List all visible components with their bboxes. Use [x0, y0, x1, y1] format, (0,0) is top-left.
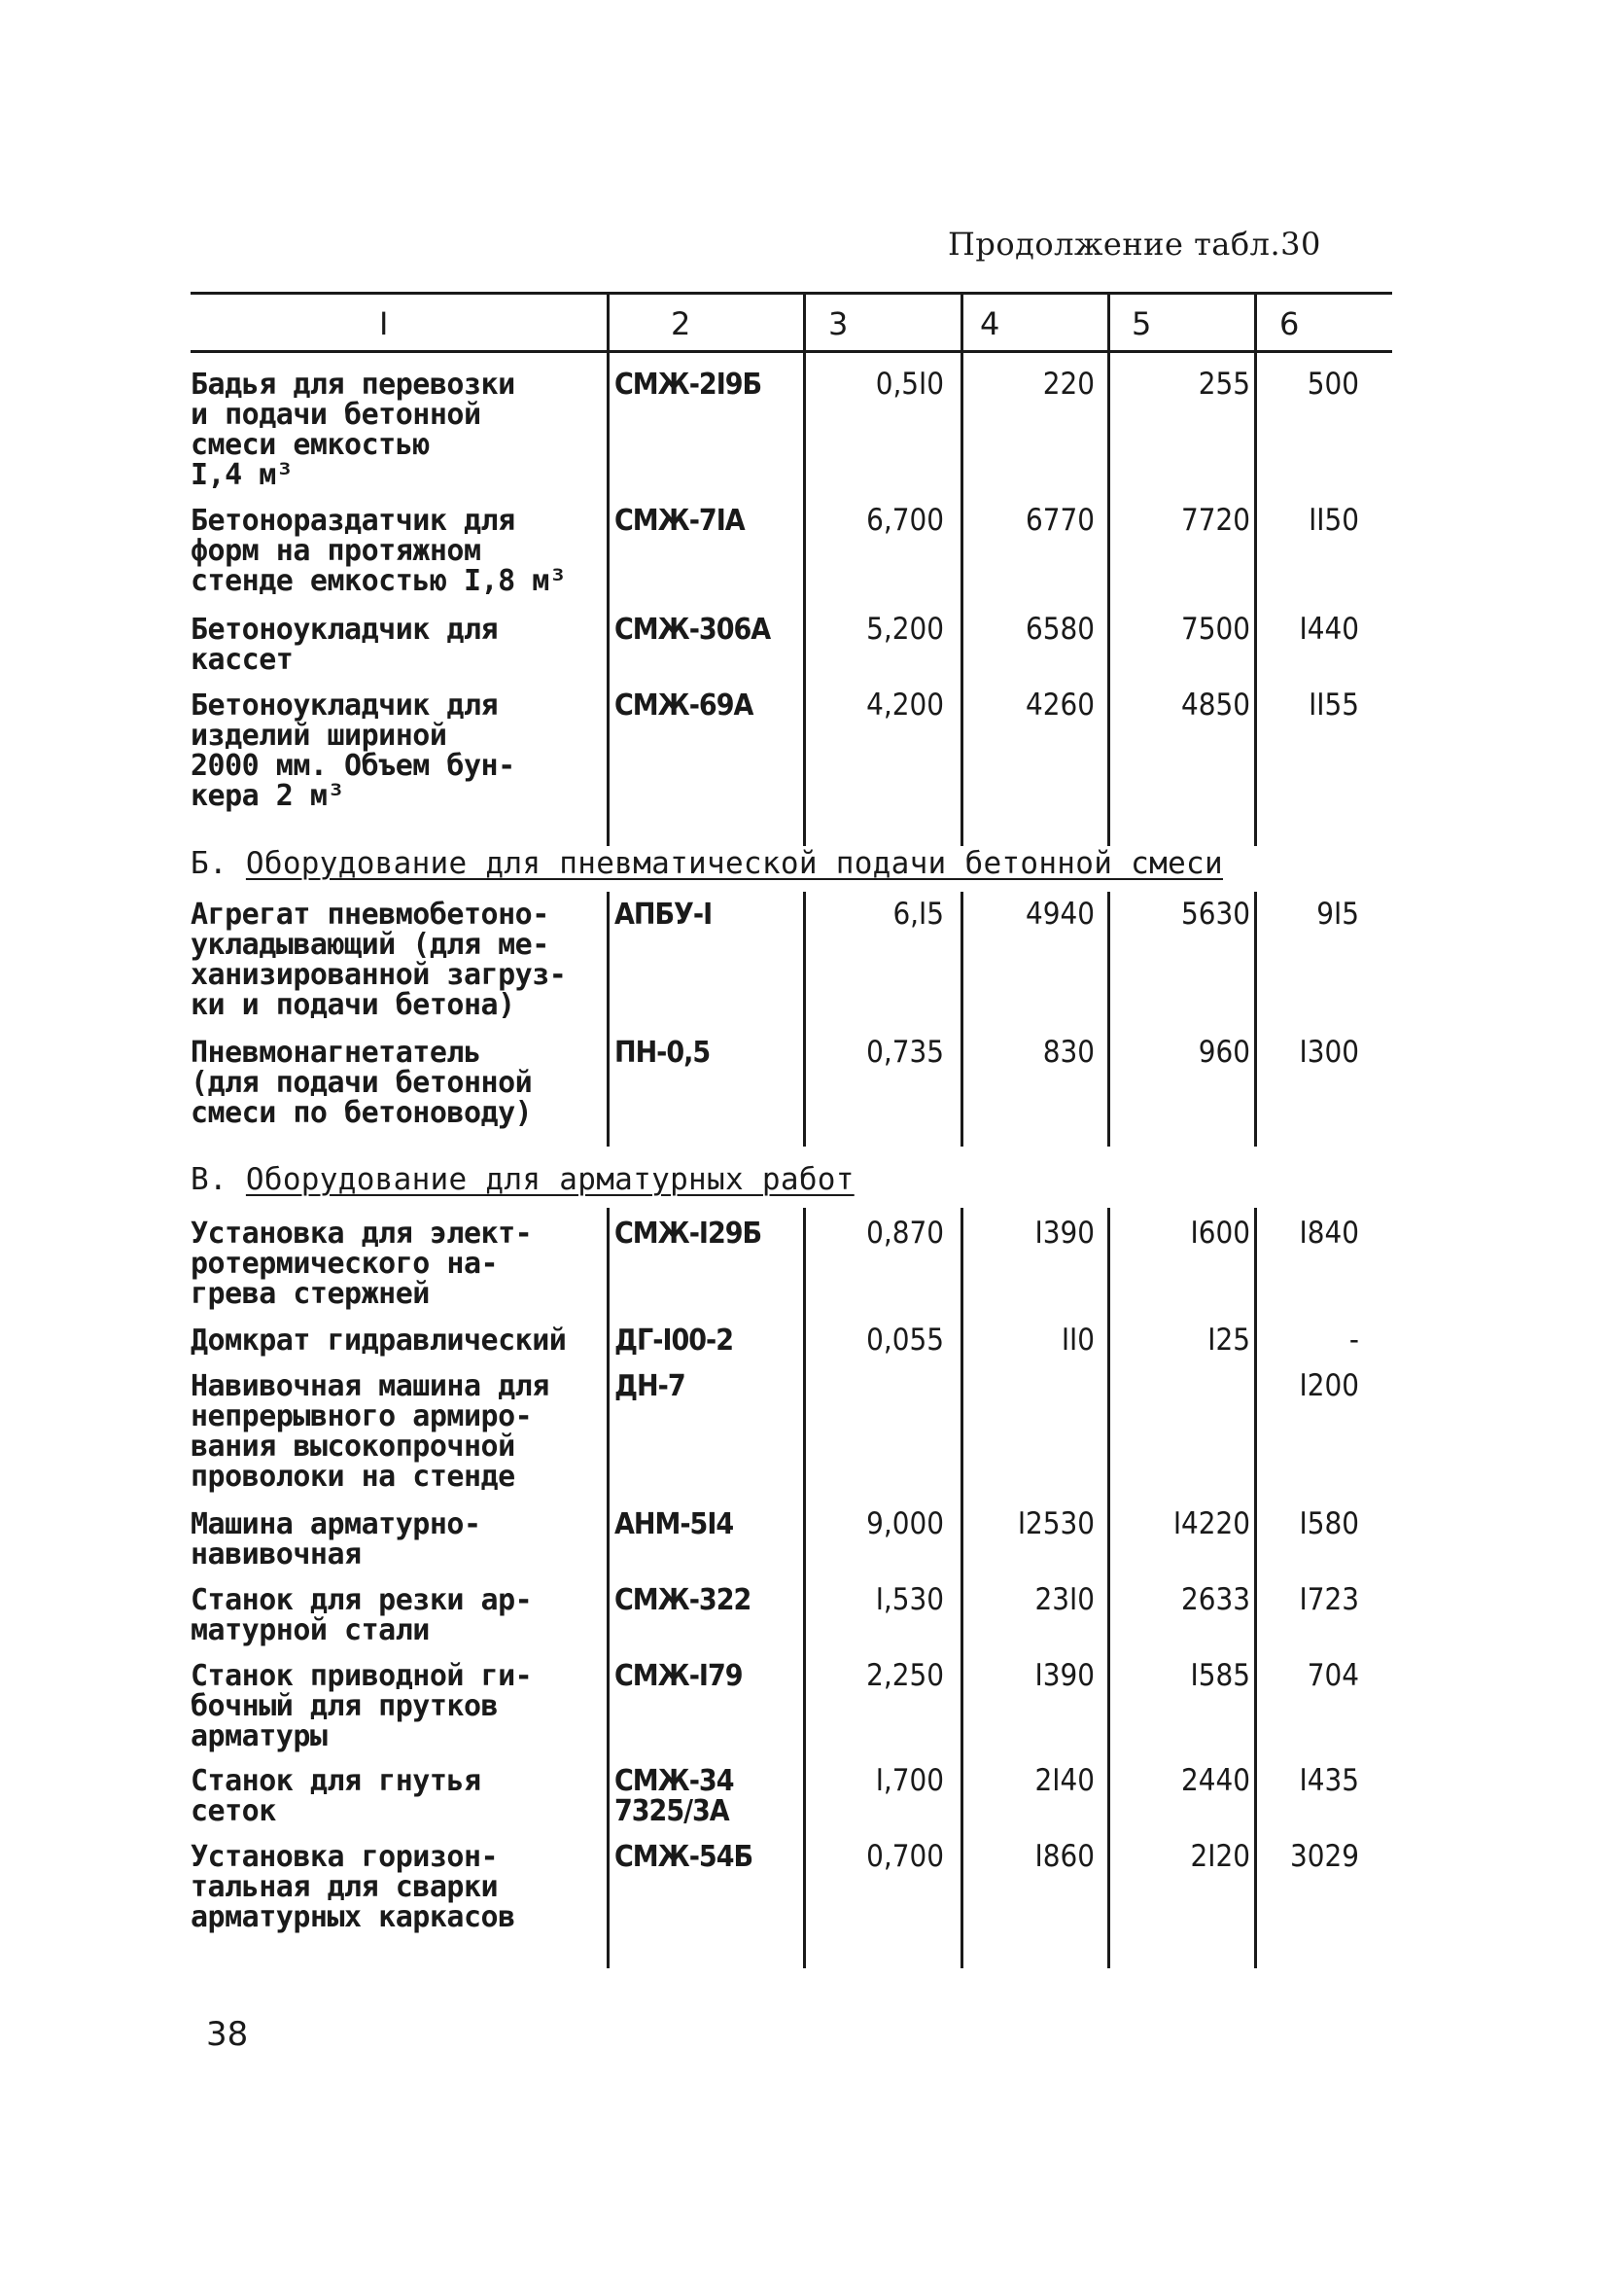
section-letter: Б.: [191, 846, 227, 881]
value-col-6: I300: [1299, 1035, 1359, 1070]
value-col-4: II0: [1061, 1323, 1095, 1358]
value-col-4: I390: [1034, 1658, 1095, 1693]
column-header-3: 3: [828, 305, 849, 342]
value-col-6: 3029: [1290, 1839, 1359, 1874]
block-b-divider-1: [607, 892, 610, 1147]
value-col-5: 7500: [1181, 612, 1250, 647]
value-col-3: 6,700: [866, 503, 944, 538]
equipment-name: Станок приводной ги- бочный для прутков арматуры: [191, 1659, 533, 1753]
equipment-name: Установка для элект- ротермического на- грева стержней: [191, 1217, 533, 1311]
section-heading-b: [191, 846, 1223, 881]
equipment-name: Установка горизон- тальная для сварки арматурных каркасов: [191, 1840, 515, 1934]
equipment-model: СМЖ-2I9Б: [614, 368, 762, 402]
value-col-6: -: [1348, 1323, 1359, 1358]
block-a-divider-3: [961, 350, 963, 846]
value-col-6: 704: [1307, 1658, 1359, 1693]
equipment-name: Машина арматурно- навивочная: [191, 1507, 481, 1572]
value-col-6: II50: [1309, 503, 1359, 538]
block-a-divider-5: [1254, 350, 1257, 846]
value-col-3: 2,250: [866, 1658, 944, 1693]
value-col-6: I580: [1299, 1506, 1359, 1541]
value-col-4: I390: [1034, 1216, 1095, 1251]
value-col-6: I200: [1299, 1368, 1359, 1403]
value-col-4: 2I40: [1034, 1763, 1095, 1798]
value-col-5: 4850: [1181, 688, 1250, 723]
value-col-4: I2530: [1017, 1506, 1095, 1541]
value-col-5: 255: [1198, 367, 1250, 402]
value-col-4: 4260: [1026, 688, 1095, 723]
value-col-5: I4220: [1172, 1506, 1250, 1541]
header-divider-5: [1254, 292, 1257, 350]
value-col-5: 5630: [1181, 897, 1250, 932]
value-col-5: 2633: [1181, 1582, 1250, 1617]
value-col-5: 7720: [1181, 503, 1250, 538]
equipment-name: Станок для резки ар- матурной стали: [191, 1583, 533, 1647]
block-b-divider-5: [1254, 892, 1257, 1147]
value-col-4: 830: [1042, 1035, 1095, 1070]
equipment-model: СМЖ-7IА: [614, 504, 745, 538]
equipment-name: Навивочная машина для непрерывного армиро- вания высокопрочной проволоки на стенде: [191, 1369, 549, 1494]
page-number: 38: [206, 2015, 249, 2054]
header-divider-3: [961, 292, 963, 350]
column-header-5: 5: [1132, 305, 1152, 342]
value-col-6: II55: [1309, 688, 1359, 723]
value-col-3: 5,200: [866, 612, 944, 647]
equipment-model: СМЖ-69А: [614, 689, 753, 723]
block-c-divider-5: [1254, 1208, 1257, 1968]
equipment-model: СМЖ-54Б: [614, 1840, 753, 1874]
column-header-1: I: [379, 305, 389, 342]
value-col-4: 6770: [1026, 503, 1095, 538]
equipment-name: Бетоноукладчик для изделий шириной 2000 мм. Объем бун- кера 2 м³: [191, 689, 515, 813]
equipment-model: СМЖ-I29Б: [614, 1217, 762, 1251]
value-col-6: 500: [1307, 367, 1359, 402]
value-col-5: I25: [1207, 1323, 1250, 1358]
table-caption: Продолжение табл.30: [948, 226, 1321, 263]
equipment-model: ПН-0,5: [614, 1036, 711, 1070]
equipment-table: [191, 292, 1392, 1984]
equipment-model: СМЖ-306А: [614, 613, 771, 647]
section-letter: В.: [191, 1162, 227, 1197]
block-a-divider-1: [607, 350, 610, 846]
block-a-divider-2: [803, 350, 806, 846]
table-top-rule: [191, 292, 1392, 295]
value-col-4: 4940: [1026, 897, 1095, 932]
equipment-model: ДГ-I00-2: [614, 1324, 734, 1358]
value-col-3: I,700: [875, 1763, 944, 1798]
value-col-6: 9I5: [1316, 897, 1359, 932]
value-col-3: 0,700: [866, 1839, 944, 1874]
section-title: Оборудование для пневматической подачи бетонной смеси: [245, 846, 1223, 881]
block-a-divider-4: [1107, 350, 1110, 846]
block-b-divider-4: [1107, 892, 1110, 1147]
header-divider-4: [1107, 292, 1110, 350]
value-col-3: I,530: [875, 1582, 944, 1617]
header-divider-2: [803, 292, 806, 350]
value-col-3: 9,000: [866, 1506, 944, 1541]
block-b-divider-2: [803, 892, 806, 1147]
value-col-3: 4,200: [866, 688, 944, 723]
equipment-name: Домкрат гидравлический: [191, 1324, 567, 1358]
value-col-5: 2I20: [1190, 1839, 1250, 1874]
value-col-4: I860: [1034, 1839, 1095, 1874]
equipment-name: Бадья для перевозки и подачи бетонной смеси емкостью I,4 м³: [191, 368, 515, 492]
equipment-name: Бетоноукладчик для кассет: [191, 613, 499, 677]
value-col-5: 960: [1198, 1035, 1250, 1070]
equipment-model: ДН-7: [614, 1369, 685, 1403]
value-col-5: I600: [1190, 1216, 1250, 1251]
value-col-5: I585: [1190, 1658, 1250, 1693]
equipment-name: Бетонораздатчик для форм на протяжном стенде емкостью I,8 м³: [191, 504, 567, 598]
value-col-3: 0,055: [866, 1323, 944, 1358]
value-col-4: 6580: [1026, 612, 1095, 647]
header-bottom-rule: [191, 350, 1392, 353]
header-divider-1: [607, 292, 610, 350]
equipment-name: Станок для гнутья сеток: [191, 1764, 481, 1828]
block-b-divider-3: [961, 892, 963, 1147]
value-col-6: I435: [1299, 1763, 1359, 1798]
equipment-model: АПБУ-I: [614, 898, 713, 932]
block-c-divider-1: [607, 1208, 610, 1968]
value-col-4: 23I0: [1034, 1582, 1095, 1617]
equipment-model: СМЖ-34 7325/3А: [614, 1764, 734, 1828]
column-header-6: 6: [1279, 305, 1300, 342]
value-col-6: I840: [1299, 1216, 1359, 1251]
equipment-model: СМЖ-I79: [614, 1659, 743, 1693]
column-header-4: 4: [980, 305, 1000, 342]
equipment-model: АНМ-5I4: [614, 1507, 734, 1541]
value-col-4: 220: [1042, 367, 1095, 402]
value-col-3: 6,I5: [892, 897, 944, 932]
equipment-name: Агрегат пневмобетоно- укладывающий (для ме- ханизированной загруз- ки и подачи бетона): [191, 898, 567, 1022]
equipment-name: Пневмонагнетатель (для подачи бетонной смеси по бетоноводу): [191, 1036, 533, 1130]
value-col-3: 0,735: [866, 1035, 944, 1070]
value-col-3: 0,5I0: [875, 367, 944, 402]
value-col-5: 2440: [1181, 1763, 1250, 1798]
value-col-6: I440: [1299, 612, 1359, 647]
equipment-model: СМЖ-322: [614, 1583, 751, 1617]
section-heading-c: [191, 1162, 855, 1197]
section-title: Оборудование для арматурных работ: [245, 1162, 855, 1197]
column-header-2: 2: [671, 305, 691, 342]
value-col-3: 0,870: [866, 1216, 944, 1251]
value-col-6: I723: [1299, 1582, 1359, 1617]
